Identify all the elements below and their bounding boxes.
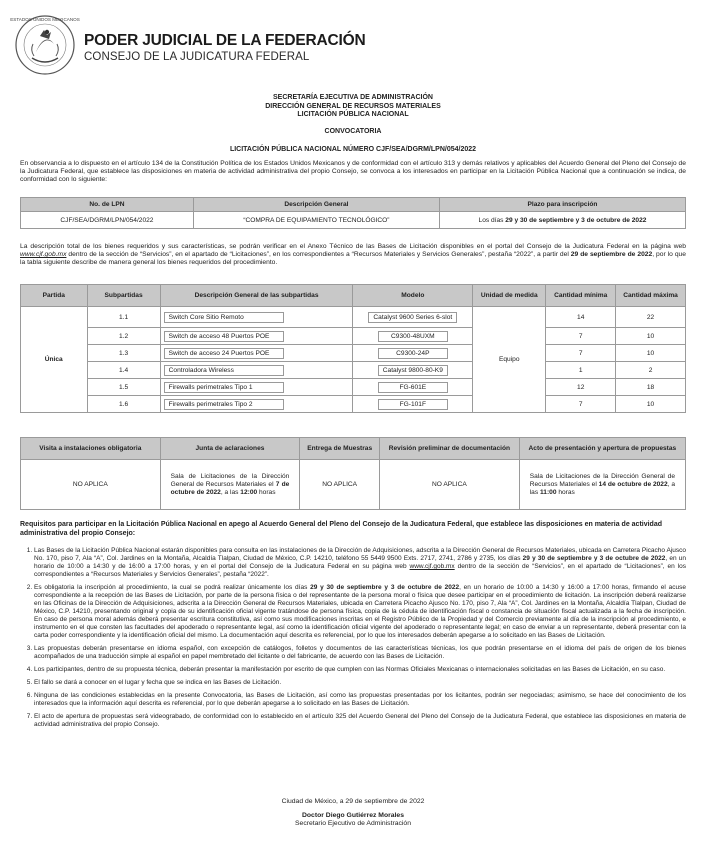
table-row [21,379,686,396]
lpn-table [20,197,686,229]
sub-cell: 1.4 [87,362,160,379]
desc-cell [160,396,353,413]
sub-cell: 1.1 [87,307,160,328]
sub-cell: 1.2 [87,328,160,345]
model-cell [353,345,473,362]
max-cell: 10 [616,396,686,413]
min-cell: 7 [546,396,616,413]
desc-text: Firewalls perimetrales Tipo 1 [164,382,284,393]
intro-paragraph: En observancia a lo dispuesto en el artículo 134 de la Constitución Política de los Estados Unidos Mexicanos y de conformidad con el artículo 313 y demás relativos y aplicables del Acuerdo General del Pleno del Consejo de la Judicatura Federal, que establece las disposiciones en materia de actividad administrativa del propio Consejo, se convoca a los interesados en participar en la Licitación Pública Nacional que a continuación se indica, de conformidad con lo siguiente: [20,160,686,184]
sub-cell: 1.5 [87,379,160,396]
org-subname: CONSEJO DE LA JUDICATURA FEDERAL [84,51,310,63]
desc-part3: , por lo que la tabla siguiente describe de manera general los bienes requeridos del procedimiento. [20,251,686,267]
signer-name: Doctor Diego Gutiérrez Morales [302,811,404,819]
req1-dates: 29 y 30 de septiembre y 3 de octubre de 2022 [522,555,666,562]
desc-text: Controladora Wireless [164,365,284,376]
seal-text: ESTADOS UNIDOS MEXICANOS [10,17,80,23]
list-item: 5. El fallo se dará a conocer en el lugar y fecha que se indica en las Bases de Licitación. [34,679,686,687]
desc-cell [160,362,353,379]
req1-text2: , en un horario de 10:00 a 14:30 y de 16:00 a 17:00 horas, y en el portal del Consejo de la Judicatura Federal en su página web [34,555,686,570]
acto-text2: , a las [529,480,675,496]
col-partida: Partida [21,285,88,307]
lpn-number: CJF/SEA/DGRM/LPN/054/2022 [21,212,194,229]
model-text: Catalyst 9800-80-K9 [378,365,448,376]
desc-text: Switch Core Sitio Remoto [164,312,284,323]
description-paragraph [20,243,686,268]
heading-secretaria: SECRETARÍA EJECUTIVA DE ADMINISTRACIÓN [273,94,433,101]
list-item: 3. Las propuestas deberán presentarse en idioma español, con excepción de catálogos, folletos y documentos de las características técnicas, los que podrán presentarse en el idioma del país de origen de los bienes acompañados de una traducción simple al español en papel membretado del licitante o del fabricante, de acuerdo con las Bases de Licitación. [34,645,686,661]
sub-cell: 1.6 [87,396,160,413]
col-minima: Cantidad mínima [546,285,616,307]
desc-text: Switch de acceso 48 Puertos POE [164,331,284,342]
requirements-title: Requisitos para participar en la Licitación Pública Nacional en apego al Acuerdo General del Pleno del Consejo de la Judicatura Federal, que establece las disposiciones en materia de actividad administrativa del propio Consejo: [20,521,663,537]
desc-text: Switch de acceso 24 Puertos POE [164,348,284,359]
heading-direccion: DIRECCIÓN GENERAL DE RECURSOS MATERIALES [265,102,441,110]
list-item: 6. Ninguna de las condiciones establecidas en la presente Convocatoria, las Bases de Licitación, así como las propuestas presentadas por los licitantes, podrán ser negociadas; asimismo, se hace del conocimiento de los interesados que la información aquí descrita es referencial, por lo que deberán apegarse a lo solicitado en las Bases de Licitación. [34,692,686,708]
col-acto: Acto de presentación y apertura de propuestas [519,438,685,460]
signature-block [20,798,686,829]
min-cell: 12 [546,379,616,396]
col-descripcion: Descripción General [193,198,439,212]
notice-headings [20,94,686,155]
list-item [34,547,686,579]
events-table [20,437,686,510]
min-cell: 7 [546,345,616,362]
visita-value: NO APLICA [21,460,161,510]
place-date: Ciudad de México, a 29 de septiembre de 2022 [281,798,425,805]
national-seal-icon [10,14,80,76]
min-cell: 1 [546,362,616,379]
junta-text2: , a las [220,488,241,496]
acto-text3: horas [556,488,575,496]
heading-convocatoria: CONVOCATORIA [324,127,382,135]
model-text: Catalyst 9600 Series 6-slot [368,312,457,323]
desc-cell [160,379,353,396]
max-cell: 2 [616,362,686,379]
model-cell [353,362,473,379]
col-subpartidas: Subpartidas [87,285,160,307]
signer-role: Secretario Ejecutivo de Administración [295,820,411,828]
plazo-dates: 29 y 30 de septiembre y 3 de octubre de 2022 [505,216,647,224]
req2-text: Es obligatoria la inscripción al procedimiento, la cual se podrá realizar únicamente los días [34,584,311,591]
min-cell: 7 [546,328,616,345]
col-lpn: No. de LPN [21,198,194,212]
col-maxima: Cantidad máxima [616,285,686,307]
muestras-value: NO APLICA [300,460,380,510]
list-item: 4. Los participantes, dentro de su propuesta técnica, deberán presentar la manifestación por escrito de que cumplen con las Normas Oficiales Mexicanas o internacionales solicitadas en las Bases de Licitación, en su caso. [34,666,686,674]
junta-text: Sala de Licitaciones de la Dirección General de Recursos Materiales el [170,472,290,488]
table-row [21,307,686,328]
model-cell [353,307,473,328]
req2-dates: 29 y 30 de septiembre y 3 de octubre de 2022 [310,584,460,591]
model-cell [353,328,473,345]
acto-value [519,460,685,510]
website-link[interactable]: www.cjf.gob.mx [409,563,455,570]
revision-value: NO APLICA [380,460,520,510]
table-row [21,396,686,413]
max-cell: 22 [616,307,686,328]
req2-text2: , en un horario de 10:00 a 14:30 y 16:00 a 17:00 horas, firmando el acuse correspondiente a la recepción de las Bases de Licitación, por parte de la persona física o del representante de la persona moral o física que desee participar en el procedimiento de licitación. La inscripción deberá realizarse en las Oficinas de la Dirección de Adquisiciones, adscrita a la Dirección General de Recursos Materiales, ubicada en Carretera Picacho Ajusco No. 170, piso 7, Ala “A”, Col. Jardines en la Montaña, Alcaldía Tlalpan, Ciudad de México, C.P. 14210, presentando original y copia de su identificación oficial vigente tratándose de persona física, copia de la cédula de identificación fiscal o constancia de situación fiscal actualizada a la fecha de inscripción. En caso de persona moral además deberá presentar escritura constitutiva, así como sus modificaciones inscritas en el Registro Público de la Propiedad y del Comercio previamente al día de la inscripción al procedimiento, e instrumento en el que consten las facultades del apoderado o representante legal, así como la identificación oficial vigente del apoderado o representante legal; en caso de enviar a un representante, deberá presentar con la carta poder correspondiente y la identificación oficial del mismo. La documentación aquí descrita es referencial, por lo que los interesados deberán apegarse a lo solicitado en las Bases de Licitación. [34,584,686,639]
model-text: C9300-48UXM [378,331,448,342]
plazo-prefix: Los días [478,216,506,224]
desc-part1: La descripción total de los bienes requeridos y sus características, se podrán verificar en el Anexo Técnico de las Bases de Licitación disponibles en el portal del Consejo de la Judicatura Federal en la página web [20,243,686,250]
desc-cell [160,307,353,328]
desc-cell [160,345,353,362]
partida-cell: Única [21,307,88,413]
junta-time: 12:00 [240,488,258,496]
table-row [21,362,686,379]
model-text: FG-601E [378,382,448,393]
website-link[interactable]: www.cjf.gob.mx [20,251,67,259]
col-descripcion-general: Descripción General de las subpartidas [160,285,353,307]
list-item [34,584,686,640]
junta-value [160,460,300,510]
col-modelo: Modelo [353,285,473,307]
model-cell [353,379,473,396]
col-muestras: Entrega de Muestras [300,438,380,460]
req1-text3: dentro de la sección de “Servicios”, en el apartado de “Licitaciones”, en los correspondientes a “Recursos Materiales y Servicios Generales”, pestaña “2022”. [34,563,686,578]
acto-text: Sala de Licitaciones de la Dirección General de Recursos Materiales el [529,472,675,488]
table-row [21,345,686,362]
desc-part2: dentro de la sección de “Servicios”, en el apartado de “Licitaciones”, en los correspondientes a “Recursos Materiales y Servicios Generales”, pestaña “2022”, a partir del [66,251,571,259]
header [10,14,704,74]
acto-date: 14 de octubre de 2022 [598,480,668,488]
heading-number: LICITACIÓN PÚBLICA NACIONAL NÚMERO CJF/SEA/DGRM/LPN/054/2022 [229,146,477,153]
model-text: C9300-24P [378,348,448,359]
col-unidad: Unidad de medida [473,285,546,307]
max-cell: 10 [616,345,686,362]
heading-licitacion: LICITACIÓN PÚBLICA NACIONAL [297,111,409,118]
acto-time: 11:00 [539,488,557,496]
org-name: PODER JUDICIAL DE LA FEDERACIÓN [84,32,366,49]
junta-date: 7 de octubre de 2022 [170,480,290,496]
unidad-cell: Equipo [473,307,546,413]
model-text: FG-101F [378,399,448,410]
max-cell: 18 [616,379,686,396]
desc-date: 29 de septiembre de 2022 [570,251,653,259]
col-junta: Junta de aclaraciones [160,438,300,460]
min-cell: 14 [546,307,616,328]
col-visita: Visita a instalaciones obligatoria [21,438,161,460]
requirements-list [20,547,686,734]
desc-text: Firewalls perimetrales Tipo 2 [164,399,284,410]
lpn-description: “COMPRA DE EQUIPAMIENTO TECNOLÓGICO” [193,212,439,229]
lpn-plazo [439,212,685,229]
list-item: 7. El acto de apertura de propuestas será videograbado, de conformidad con lo establecido en el artículo 325 del Acuerdo General del Pleno del Consejo de la Judicatura Federal, que establece las disposiciones en materia de actividad administrativa del propio Consejo. [34,713,686,729]
desc-cell [160,328,353,345]
junta-text3: horas [257,488,276,496]
req1-text: Las Bases de la Licitación Pública Nacional estarán disponibles para consulta en las instalaciones de la Dirección de Adquisiciones, adscrita a la Dirección General de Recursos Materiales, ubicada en Carretera Picacho Ajusco No. 170, piso 7, Ala “A”, Col. Jardines en la Montaña, Alcaldía Tlalpan, Ciudad de México, C.P. 14210, teléfono 55 5449 9500 Exts. 2717, 2741, 2786 y 2735, los días [34,547,686,562]
model-cell [353,396,473,413]
col-revision: Revisión preliminar de documentación [380,438,520,460]
max-cell: 10 [616,328,686,345]
items-table [20,284,686,413]
table-row [21,328,686,345]
sub-cell: 1.3 [87,345,160,362]
col-plazo: Plazo para inscripción [439,198,685,212]
